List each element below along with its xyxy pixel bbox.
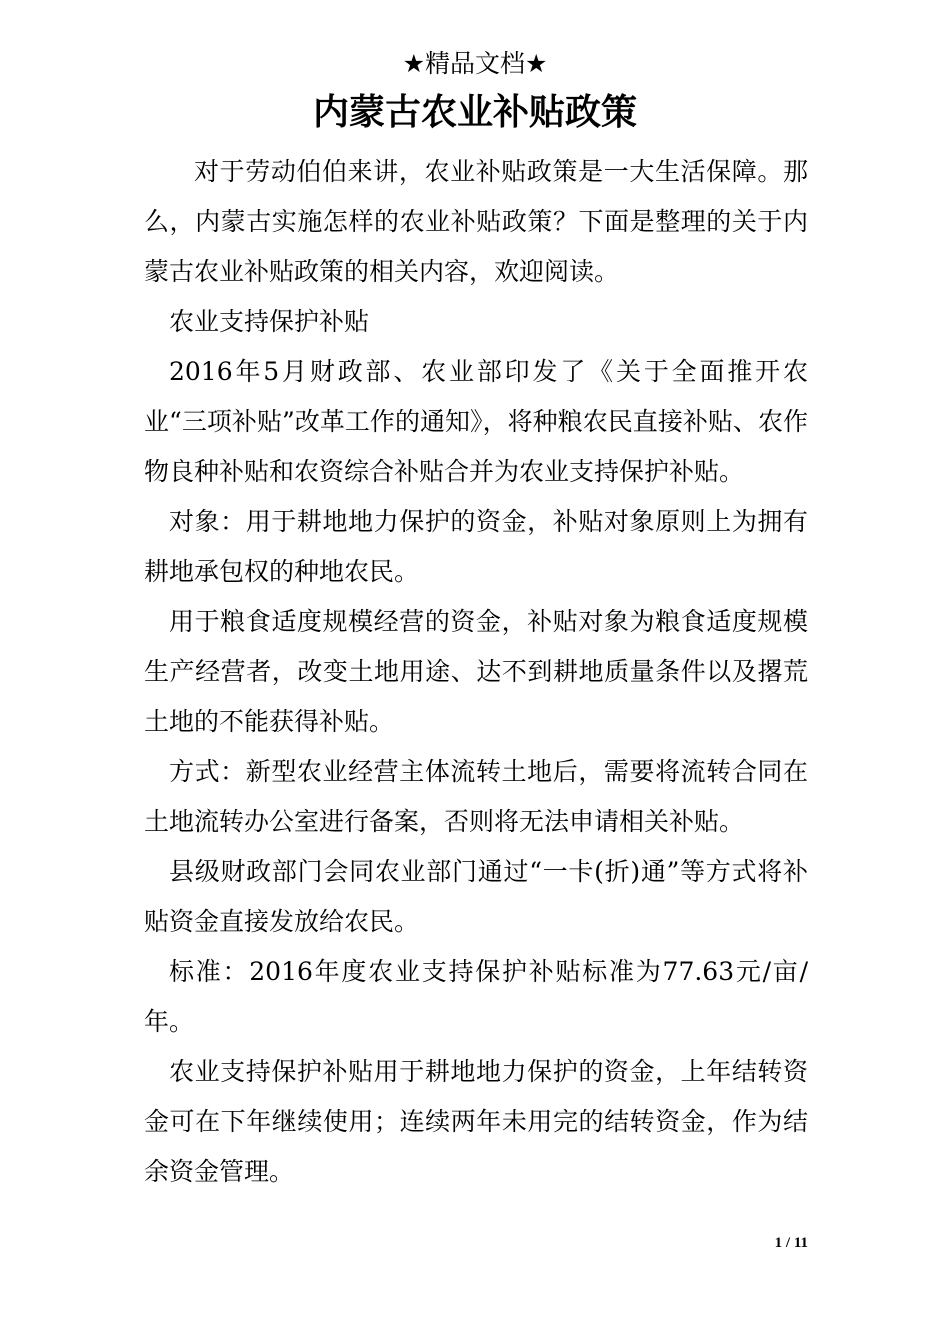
body-paragraph: 用于粮食适度规模经营的资金，补贴对象为粮食适度规模生产经营者，改变土地用途、达不到耕地质量条件以及撂荒土地的不能获得补贴。 [144, 607, 808, 736]
body-paragraph: 农业支持保护补贴用于耕地地力保护的资金，上年结转资金可在下年继续使用；连续两年未用完的结转资金，作为结余资金管理。 [144, 1057, 808, 1186]
intro-paragraph: 对于劳动伯伯来讲，农业补贴政策是一大生活保障。那么，内蒙古实施怎样的农业补贴政策？下面是整理的关于内蒙古农业补贴政策的相关内容，欢迎阅读。 [144, 157, 808, 286]
body-paragraph: 县级财政部门会同农业部门通过“一卡(折)通”等方式将补贴资金直接发放给农民。 [144, 857, 808, 936]
page-number: 1 / 11 [774, 1235, 808, 1251]
document-body [144, 147, 808, 1197]
body-paragraph: 2016年5月财政部、农业部印发了《关于全面推开农业“三项补贴”改革工作的通知》，将种粮农民直接补贴、农作物良种补贴和农资综合补贴合并为农业支持保护补贴。 [144, 357, 808, 486]
body-paragraph: 对象：用于耕地地力保护的资金，补贴对象原则上为拥有耕地承包权的种地农民。 [144, 507, 808, 586]
body-paragraph: 标准：2016年度农业支持保护补贴标准为77.63元/亩/年。 [144, 957, 808, 1036]
document-title: 内蒙古农业补贴政策 [312, 91, 637, 133]
section-heading: 农业支持保护补贴 [169, 307, 370, 336]
body-paragraph: 方式：新型农业经营主体流转土地后，需要将流转合同在土地流转办公室进行备案，否则将无法申请相关补贴。 [144, 757, 808, 836]
page-header: ★精品文档★ [402, 49, 548, 78]
